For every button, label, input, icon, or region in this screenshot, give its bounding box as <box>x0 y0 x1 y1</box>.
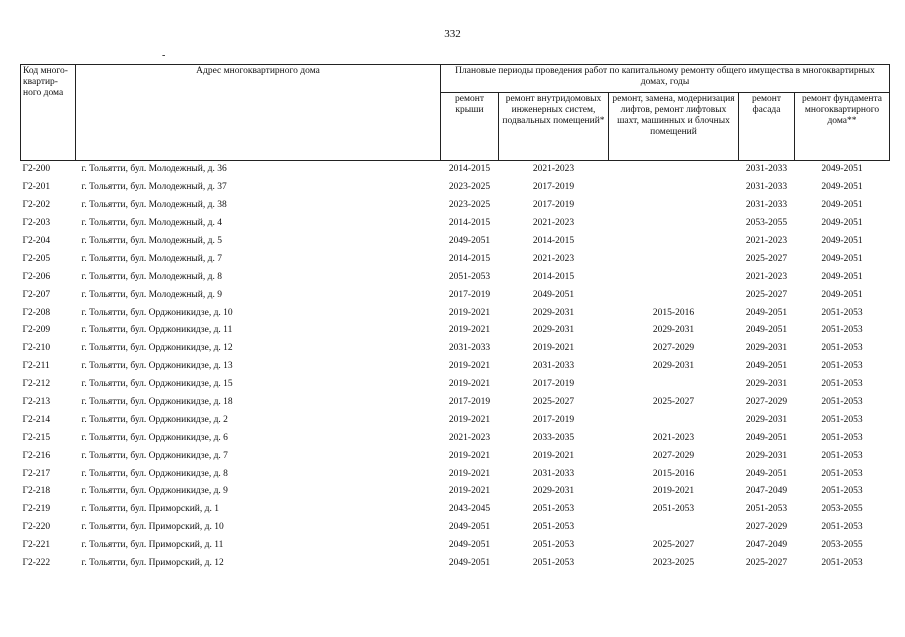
cell-code: Г2-208 <box>22 307 51 318</box>
cell-elevators: 2025-2027 <box>652 540 695 551</box>
cell-foundation: 2051-2053 <box>821 522 863 533</box>
header-code: Код много-квартир-ного дома <box>21 65 76 161</box>
cell-elevators: 2051-2053 <box>652 504 695 515</box>
cell-facade: 2025-2027 <box>745 558 788 569</box>
cell-elevators: 2021-2023 <box>652 432 695 443</box>
table-row <box>21 465 890 483</box>
cell-elevators <box>609 161 739 179</box>
cell-foundation: 2051-2053 <box>821 397 863 408</box>
cell-roof: 2043-2045 <box>448 504 491 515</box>
cell-elevators <box>609 233 739 251</box>
cell-foundation: 2051-2053 <box>821 307 863 318</box>
cell-address: г. Тольятти, бул. Орджоникидзе, д. 8 <box>81 468 228 479</box>
cell-foundation: 2051-2053 <box>821 361 863 372</box>
table-row <box>21 250 890 268</box>
cell-code: Г2-209 <box>22 325 51 336</box>
cell-engineering: 2031-2033 <box>532 468 575 479</box>
cell-address: г. Тольятти, бул. Молодежный, д. 8 <box>81 271 222 282</box>
cell-facade: 2049-2051 <box>745 361 788 372</box>
cell-engineering: 2014-2015 <box>532 271 575 282</box>
cell-engineering: 2029-2031 <box>532 307 575 318</box>
cell-facade: 2051-2053 <box>745 504 788 515</box>
repair-schedule-table <box>20 64 890 572</box>
cell-facade: 2047-2049 <box>745 486 788 497</box>
cell-address: г. Тольятти, бул. Орджоникидзе, д. 18 <box>81 397 233 408</box>
cell-elevators <box>609 179 739 197</box>
header-roof: ремонт крыши <box>441 93 499 161</box>
cell-address: г. Тольятти, бул. Молодежный, д. 4 <box>81 218 222 229</box>
table-row <box>21 304 890 322</box>
cell-engineering: 2029-2031 <box>532 486 575 497</box>
cell-engineering: 2019-2021 <box>532 343 575 354</box>
cell-engineering: 2051-2053 <box>532 504 575 515</box>
cell-address: г. Тольятти, бул. Орджоникидзе, д. 10 <box>81 307 233 318</box>
cell-foundation: 2049-2051 <box>821 182 863 193</box>
cell-code: Г2-217 <box>22 468 51 479</box>
cell-roof: 2023-2025 <box>448 182 491 193</box>
cell-roof: 2017-2019 <box>448 289 491 300</box>
cell-foundation: 2049-2051 <box>821 253 863 264</box>
cell-facade: 2025-2027 <box>745 253 788 264</box>
cell-foundation: 2049-2051 <box>821 164 863 175</box>
cell-engineering: 2033-2035 <box>532 432 575 443</box>
cell-roof: 2023-2025 <box>448 200 491 211</box>
cell-roof: 2019-2021 <box>448 414 491 425</box>
cell-address: г. Тольятти, бул. Орджоникидзе, д. 7 <box>81 450 228 461</box>
table-row <box>21 429 890 447</box>
cell-address: г. Тольятти, бул. Орджоникидзе, д. 15 <box>81 379 233 390</box>
cell-engineering: 2029-2031 <box>532 325 575 336</box>
cell-engineering: 2021-2023 <box>532 218 575 229</box>
cell-foundation: 2051-2053 <box>821 414 863 425</box>
table-row <box>21 215 890 233</box>
cell-foundation: 2053-2055 <box>821 504 863 515</box>
cell-engineering: 2051-2053 <box>532 522 575 533</box>
page-number: 332 <box>444 28 461 40</box>
cell-facade: 2029-2031 <box>745 343 788 354</box>
table-row <box>21 483 890 501</box>
cell-code: Г2-221 <box>22 540 51 551</box>
cell-elevators: 2027-2029 <box>652 450 695 461</box>
cell-engineering: 2017-2019 <box>532 414 575 425</box>
cell-facade: 2029-2031 <box>745 414 788 425</box>
cell-foundation: 2049-2051 <box>821 289 863 300</box>
cell-address: г. Тольятти, бул. Орджоникидзе, д. 6 <box>81 432 228 443</box>
cell-facade: 2049-2051 <box>745 432 788 443</box>
cell-roof: 2014-2015 <box>448 253 491 264</box>
cell-engineering: 2017-2019 <box>532 182 575 193</box>
cell-facade: 2049-2051 <box>745 307 788 318</box>
header-engineering: ремонт внутридомовых инженерных систем, подвальных помещений* <box>499 93 609 161</box>
cell-facade: 2029-2031 <box>745 379 788 390</box>
cell-foundation: 2051-2053 <box>821 325 863 336</box>
cell-facade: 2021-2023 <box>745 236 788 246</box>
cell-roof: 2019-2021 <box>448 361 491 372</box>
cell-code: Г2-207 <box>22 289 51 300</box>
cell-roof: 2049-2051 <box>448 558 491 569</box>
cell-roof: 2049-2051 <box>448 236 491 246</box>
cell-roof: 2019-2021 <box>448 486 491 497</box>
cell-address: г. Тольятти, бул. Орджоникидзе, д. 2 <box>81 414 228 425</box>
table-row <box>21 411 890 429</box>
cell-engineering: 2021-2023 <box>532 164 575 175</box>
cell-foundation: 2051-2053 <box>821 432 863 443</box>
table-row <box>21 179 890 197</box>
cell-roof: 2031-2033 <box>448 343 491 354</box>
cell-foundation: 2049-2051 <box>821 200 863 211</box>
cell-roof: 2014-2015 <box>448 218 491 229</box>
cell-facade: 2031-2033 <box>745 200 788 211</box>
cell-roof: 2021-2023 <box>448 432 491 443</box>
cell-elevators <box>609 250 739 268</box>
cell-elevators: 2029-2031 <box>652 325 695 336</box>
table-row <box>21 501 890 519</box>
table-row <box>21 197 890 215</box>
cell-address: г. Тольятти, бул. Приморский, д. 11 <box>81 540 224 551</box>
cell-code: Г2-202 <box>22 200 51 211</box>
table-row <box>21 555 890 573</box>
cell-roof: 2019-2021 <box>448 325 491 336</box>
cell-code: Г2-218 <box>22 486 51 497</box>
cell-code: Г2-222 <box>22 558 51 569</box>
cell-elevators: 2015-2016 <box>652 468 695 479</box>
table-row <box>21 322 890 340</box>
cell-engineering: 2031-2033 <box>532 361 575 372</box>
header-address: Адрес многоквартирного дома <box>76 65 441 161</box>
cell-facade: 2029-2031 <box>745 450 788 461</box>
table-row <box>21 340 890 358</box>
cell-address: г. Тольятти, бул. Молодежный, д. 9 <box>81 289 222 300</box>
table-row <box>21 537 890 555</box>
cell-engineering: 2049-2051 <box>532 289 575 300</box>
cell-elevators: 2015-2016 <box>652 307 695 318</box>
cell-roof: 2014-2015 <box>448 164 491 175</box>
table-row <box>21 447 890 465</box>
header-foundation: ремонт фундамента многоквартирного дома** <box>795 93 890 161</box>
cell-facade: 2027-2029 <box>745 522 788 533</box>
cell-roof: 2019-2021 <box>448 468 491 479</box>
table-row <box>21 233 890 251</box>
cell-foundation: 2051-2053 <box>821 558 863 569</box>
cell-code: Г2-213 <box>22 397 51 408</box>
cell-address: г. Тольятти, бул. Приморский, д. 1 <box>81 504 219 515</box>
cell-facade: 2053-2055 <box>745 218 788 229</box>
cell-foundation: 2051-2053 <box>821 468 863 479</box>
cell-elevators <box>609 411 739 429</box>
cell-foundation: 2049-2051 <box>821 236 863 246</box>
cell-foundation: 2051-2053 <box>821 343 863 354</box>
cell-address: г. Тольятти, бул. Орджоникидзе, д. 11 <box>81 325 233 336</box>
table-row <box>21 519 890 537</box>
cell-code: Г2-216 <box>22 450 51 461</box>
cell-elevators: 2025-2027 <box>652 397 695 408</box>
cell-facade: 2049-2051 <box>745 468 788 479</box>
cell-code: Г2-210 <box>22 343 51 354</box>
cell-code: Г2-219 <box>22 504 51 515</box>
cell-code: Г2-205 <box>22 253 51 264</box>
cell-code: Г2-212 <box>22 379 51 390</box>
cell-address: г. Тольятти, бул. Молодежный, д. 38 <box>81 200 227 211</box>
cell-elevators <box>609 197 739 215</box>
cell-code: Г2-211 <box>22 361 50 372</box>
cell-code: Г2-203 <box>22 218 51 229</box>
cell-roof: 2017-2019 <box>448 397 491 408</box>
table-row <box>21 286 890 304</box>
cell-engineering: 2014-2015 <box>532 236 575 246</box>
cell-address: г. Тольятти, бул. Орджоникидзе, д. 9 <box>81 486 228 497</box>
cell-engineering: 2051-2053 <box>532 558 575 569</box>
cell-address: г. Тольятти, бул. Молодежный, д. 7 <box>81 253 222 264</box>
cell-roof: 2019-2021 <box>448 450 491 461</box>
cell-facade: 2049-2051 <box>745 325 788 336</box>
cell-engineering: 2021-2023 <box>532 253 575 264</box>
cell-engineering: 2025-2027 <box>532 397 575 408</box>
cell-elevators <box>609 215 739 233</box>
cell-elevators <box>609 286 739 304</box>
table-row <box>21 268 890 286</box>
cell-facade: 2027-2029 <box>745 397 788 408</box>
cell-elevators: 2029-2031 <box>652 361 695 372</box>
cell-facade: 2031-2033 <box>745 182 788 193</box>
cell-foundation: 2049-2051 <box>821 218 863 229</box>
cell-roof: 2049-2051 <box>448 522 491 533</box>
cell-elevators <box>609 519 739 537</box>
cell-address: г. Тольятти, бул. Орджоникидзе, д. 12 <box>81 343 233 354</box>
cell-code: Г2-220 <box>22 522 51 533</box>
cell-code: Г2-214 <box>22 414 51 425</box>
cell-elevators: 2023-2025 <box>652 558 695 569</box>
cell-code: Г2-215 <box>22 432 51 443</box>
cell-foundation: 2051-2053 <box>821 379 863 390</box>
cell-address: г. Тольятти, бул. Орджоникидзе, д. 13 <box>81 361 233 372</box>
cell-elevators: 2027-2029 <box>652 343 695 354</box>
cell-engineering: 2017-2019 <box>532 200 575 211</box>
cell-foundation: 2051-2053 <box>821 486 863 497</box>
cell-engineering: 2051-2053 <box>532 540 575 551</box>
cell-address: г. Тольятти, бул. Молодежный, д. 36 <box>81 164 227 175</box>
cell-roof: 2019-2021 <box>448 307 491 318</box>
cell-foundation: 2051-2053 <box>821 450 863 461</box>
cell-facade: 2031-2033 <box>745 164 788 175</box>
table-row <box>21 394 890 412</box>
cell-address: г. Тольятти, бул. Молодежный, д. 5 <box>81 236 222 246</box>
cell-roof: 2049-2051 <box>448 540 491 551</box>
cell-code: Г2-204 <box>22 236 51 246</box>
cell-elevators <box>609 376 739 394</box>
header-planned-periods: Плановые периоды проведения работ по капитальному ремонту общего имущества в многоквартирных домах, годы <box>441 65 890 93</box>
cell-facade: 2047-2049 <box>745 540 788 551</box>
header-facade: ремонт фасада <box>739 93 795 161</box>
cell-engineering: 2019-2021 <box>532 450 575 461</box>
cell-foundation: 2049-2051 <box>821 271 863 282</box>
cell-facade: 2021-2023 <box>745 271 788 282</box>
cell-address: г. Тольятти, бул. Молодежный, д. 37 <box>81 182 227 193</box>
stray-dash-mark: - <box>162 50 166 61</box>
cell-roof: 2051-2053 <box>448 271 491 282</box>
cell-foundation: 2053-2055 <box>821 540 863 551</box>
header-elevators: ремонт, замена, модернизация лифтов, ремонт лифтовых шахт, машинных и блочных помещений <box>609 93 739 161</box>
table-row <box>21 161 890 179</box>
table-row <box>21 376 890 394</box>
cell-elevators: 2019-2021 <box>652 486 695 497</box>
cell-engineering: 2017-2019 <box>532 379 575 390</box>
table-row <box>21 358 890 376</box>
cell-code: Г2-200 <box>22 164 51 175</box>
cell-address: г. Тольятти, бул. Приморский, д. 10 <box>81 522 224 533</box>
cell-code: Г2-201 <box>22 182 51 193</box>
cell-roof: 2019-2021 <box>448 379 491 390</box>
cell-facade: 2025-2027 <box>745 289 788 300</box>
cell-code: Г2-206 <box>22 271 51 282</box>
cell-elevators <box>609 268 739 286</box>
cell-address: г. Тольятти, бул. Приморский, д. 12 <box>81 558 224 569</box>
